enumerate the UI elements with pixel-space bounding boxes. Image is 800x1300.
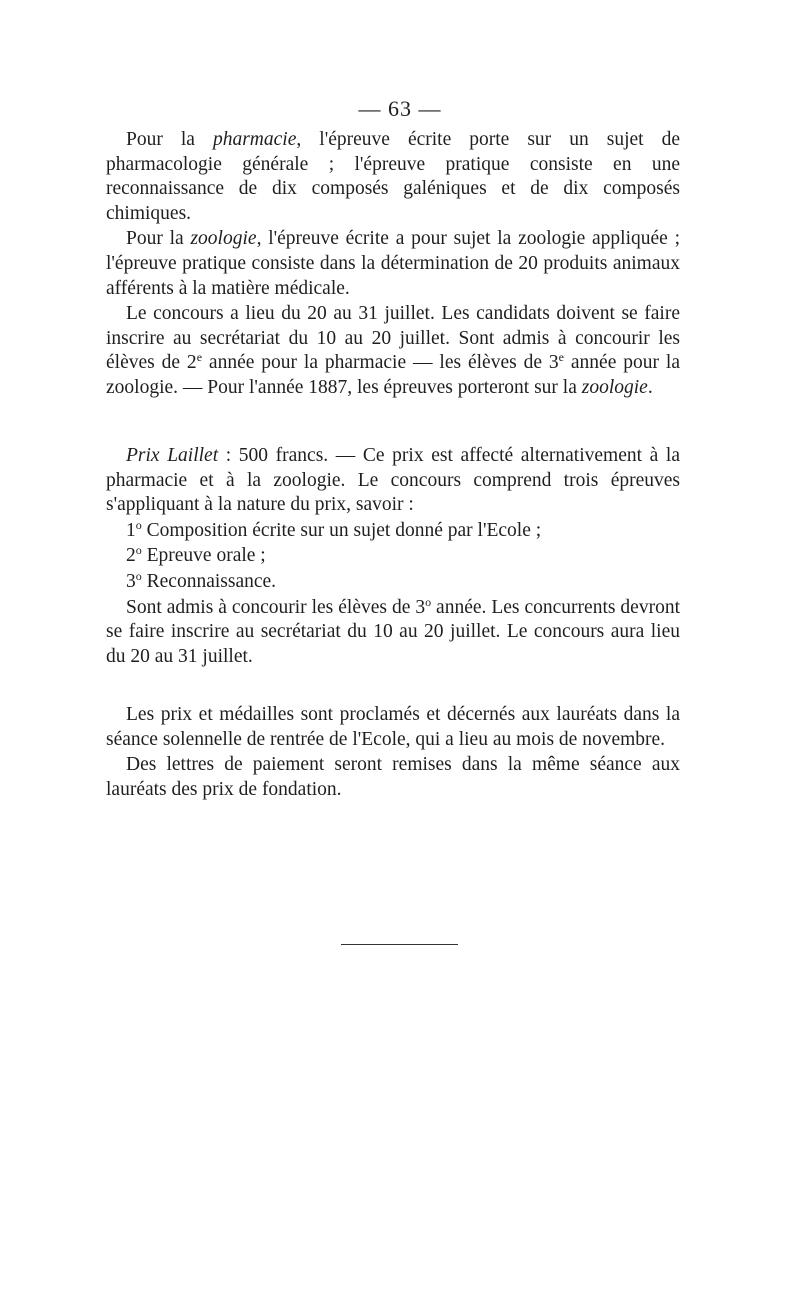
paragraph-zoologie: Pour la zoologie, l'épreuve écrite a pour sujet la zoologie appliquée ; l'épreuve pratique consiste dans la détermination de 20 produits animaux afférents à la matière médicale. bbox=[106, 228, 680, 299]
end-rule bbox=[341, 944, 458, 945]
list-item: 1$^o$ Composition écrite sur un sujet donné par l'Ecole ; bbox=[126, 517, 542, 541]
paragraph-prix-laillet: Prix Laillet : 500 francs. — Ce prix est affecté alternativement à la pharmacie et à la zoologie. Le concours comprend trois épreuves s'appliquant à la nature du prix, savoir : bbox=[106, 445, 681, 516]
section-prix-laillet bbox=[106, 444, 680, 670]
paragraph-admission: Sont admis à concourir les élèves de 3$^o$ année. Les concurrents devront se faire inscrire au secrétariat du 10 au 20 juillet. Le concours aura lieu du 20 au 31 juillet. bbox=[106, 594, 680, 667]
prize-title: Prix Laillet bbox=[126, 445, 219, 466]
paragraph-medailles: Les prix et médailles sont proclamés et décernés aux lauréats dans la séance solennelle de rentrée de l'Ecole, qui a lieu au mois de novembre. bbox=[106, 704, 680, 750]
term-pharmacie: pharmacie bbox=[212, 129, 297, 150]
paragraph-concours: Le concours a lieu du 20 au 31 juillet. Les candidats doivent se faire inscrire au secrétariat du 10 au 20 juillet. Sont admis à concourir les élèves de 2e année pour la pharmacie — les élèves de 3e année pour la zoologie. — Pour l'année 1887, les épreuves porteront sur la zoologie. bbox=[106, 303, 680, 398]
page-number: — 63 — bbox=[358, 96, 442, 121]
paragraph-lettres-paiement: Des lettres de paiement seront remises dans la même séance aux lauréats des prix de fondation. bbox=[106, 754, 680, 800]
list-item: 2$^o$ Epreuve orale ; bbox=[126, 543, 266, 567]
term-zoologie-1887: zoologie bbox=[581, 376, 648, 398]
list-item: 3$^o$ Reconnaissance. bbox=[126, 568, 277, 592]
section-pharmacie-zoologie bbox=[106, 128, 680, 402]
paragraph-pharmacie: Pour la pharmacie, l'épreuve écrite porte sur un sujet de pharmacologie générale ; l'épreuve pratique consiste en une reconnaissance de dix composés galéniques et de dix composés chimiques. bbox=[106, 129, 680, 224]
term-zoologie: zoologie bbox=[190, 228, 257, 250]
section-ceremony bbox=[106, 703, 680, 803]
